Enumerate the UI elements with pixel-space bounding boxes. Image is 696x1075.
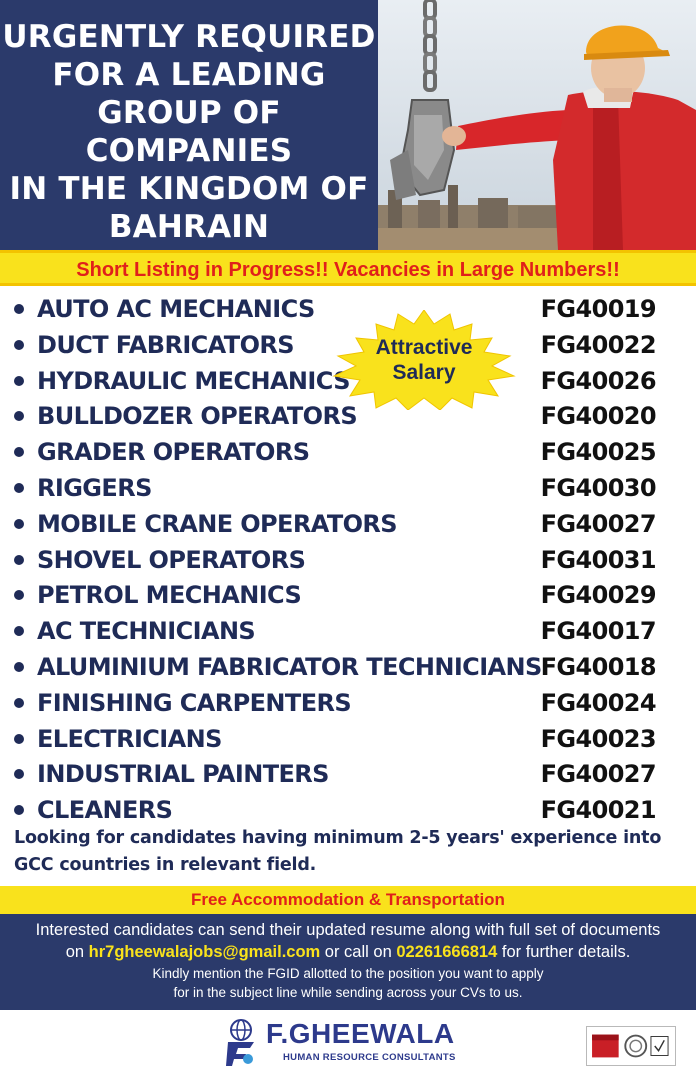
job-title: DUCT FABRICATORS	[37, 330, 294, 359]
list-item	[14, 650, 684, 686]
headline	[0, 18, 378, 246]
fgid-note: for in the subject line while sending across your CVs to us.	[173, 985, 523, 1000]
headline-line: GROUP OF COMPANIES	[85, 95, 293, 169]
list-item	[14, 686, 684, 722]
bullet-icon	[14, 734, 24, 744]
job-code: FG40021	[540, 796, 656, 825]
job-title: FINISHING CARPENTERS	[37, 688, 352, 717]
list-item	[14, 578, 684, 614]
salary-badge-line: Salary	[392, 361, 456, 384]
fgid-note: Kindly mention the FGID allotted to the position you want to apply	[152, 966, 544, 981]
job-code: FG40029	[540, 581, 656, 610]
header-panel	[0, 0, 696, 250]
globe-logo-icon	[222, 1018, 260, 1066]
headline-line: IN THE KINGDOM OF	[9, 171, 369, 207]
bullet-icon	[14, 662, 24, 672]
job-code: FG40020	[540, 402, 656, 431]
list-item	[14, 507, 684, 543]
contact-text: on	[65, 943, 89, 961]
banner-text: Short Listing in Progress!! Vacancies in Large Numbers!!	[76, 259, 620, 281]
certification-badge-icon	[586, 1026, 676, 1066]
job-title: HYDRAULIC MECHANICS	[37, 366, 350, 395]
email-link[interactable]: hr7gheewalajobs@gmail.com	[88, 943, 321, 961]
worker-crane-photo	[378, 0, 696, 250]
shortlisting-banner	[0, 250, 696, 286]
list-item	[14, 435, 684, 471]
worker-photo-illustration	[378, 0, 696, 250]
job-title: ELECTRICIANS	[37, 724, 222, 753]
job-code: FG40026	[540, 366, 656, 395]
brand-tagline: HUMAN RESOURCE CONSULTANTS	[283, 1052, 456, 1063]
job-code: FG40027	[540, 760, 656, 789]
bullet-icon	[14, 304, 24, 314]
bullet-icon	[14, 340, 24, 350]
bullet-icon	[14, 376, 24, 386]
job-title: SHOVEL OPERATORS	[37, 545, 306, 574]
job-title: BULLDOZER OPERATORS	[37, 402, 358, 431]
contact-instruction: Interested candidates can send their updated resume along with full set of documents	[35, 921, 661, 939]
job-title: ALUMINIUM FABRICATOR TECHNICIANS	[37, 652, 542, 681]
job-title: CLEANERS	[37, 796, 173, 825]
bullet-icon	[14, 483, 24, 493]
phone-link[interactable]: 02261666814	[396, 943, 498, 961]
job-code: FG40018	[540, 652, 656, 681]
footer	[0, 1010, 696, 1075]
contact-panel	[0, 914, 696, 1010]
benefits-bar	[0, 886, 696, 914]
job-title: AC TECHNICIANS	[37, 617, 256, 646]
job-title: INDUSTRIAL PAINTERS	[37, 760, 329, 789]
headline-line: FOR A LEADING	[52, 57, 326, 93]
salary-badge-line: Attractive	[375, 336, 473, 359]
job-code: FG40025	[540, 438, 656, 467]
bullet-icon	[14, 769, 24, 779]
job-code: FG40027	[540, 509, 656, 538]
bullet-icon	[14, 519, 24, 529]
requirement-text: Looking for candidates having minimum 2-5 years' experience into GCC countries in relevant field.	[14, 828, 662, 875]
job-code: FG40022	[540, 330, 656, 359]
contact-text: for further details.	[497, 943, 631, 961]
list-item	[14, 722, 684, 758]
bullet-icon	[14, 447, 24, 457]
job-code: FG40023	[540, 724, 656, 753]
list-item	[14, 614, 684, 650]
job-code: FG40019	[540, 295, 656, 323]
bullet-icon	[14, 590, 24, 600]
list-item	[14, 471, 684, 507]
bullet-icon	[14, 698, 24, 708]
bullet-icon	[14, 411, 24, 421]
job-code: FG40031	[540, 545, 656, 574]
job-title: AUTO AC MECHANICS	[37, 295, 315, 323]
job-code: FG40017	[540, 617, 656, 646]
salary-badge-text	[330, 335, 518, 385]
job-title: RIGGERS	[37, 473, 152, 502]
job-title: PETROL MECHANICS	[37, 581, 302, 610]
contact-text: or call on	[320, 943, 397, 961]
list-item	[14, 757, 684, 793]
contact-details	[0, 943, 696, 962]
bullet-icon	[14, 626, 24, 636]
job-title: MOBILE CRANE OPERATORS	[37, 509, 397, 538]
job-code: FG40024	[540, 688, 656, 717]
list-item	[14, 543, 684, 579]
headline-line: URGENTLY REQUIRED	[2, 19, 376, 55]
bullet-icon	[14, 555, 24, 565]
benefits-text: Free Accommodation & Transportation	[191, 890, 505, 909]
job-title: GRADER OPERATORS	[37, 438, 310, 467]
bullet-icon	[14, 805, 24, 815]
list-item	[14, 793, 684, 829]
headline-line: BAHRAIN	[108, 209, 270, 245]
job-code: FG40030	[540, 473, 656, 502]
brand-name: F.GHEEWALA	[266, 1018, 455, 1049]
